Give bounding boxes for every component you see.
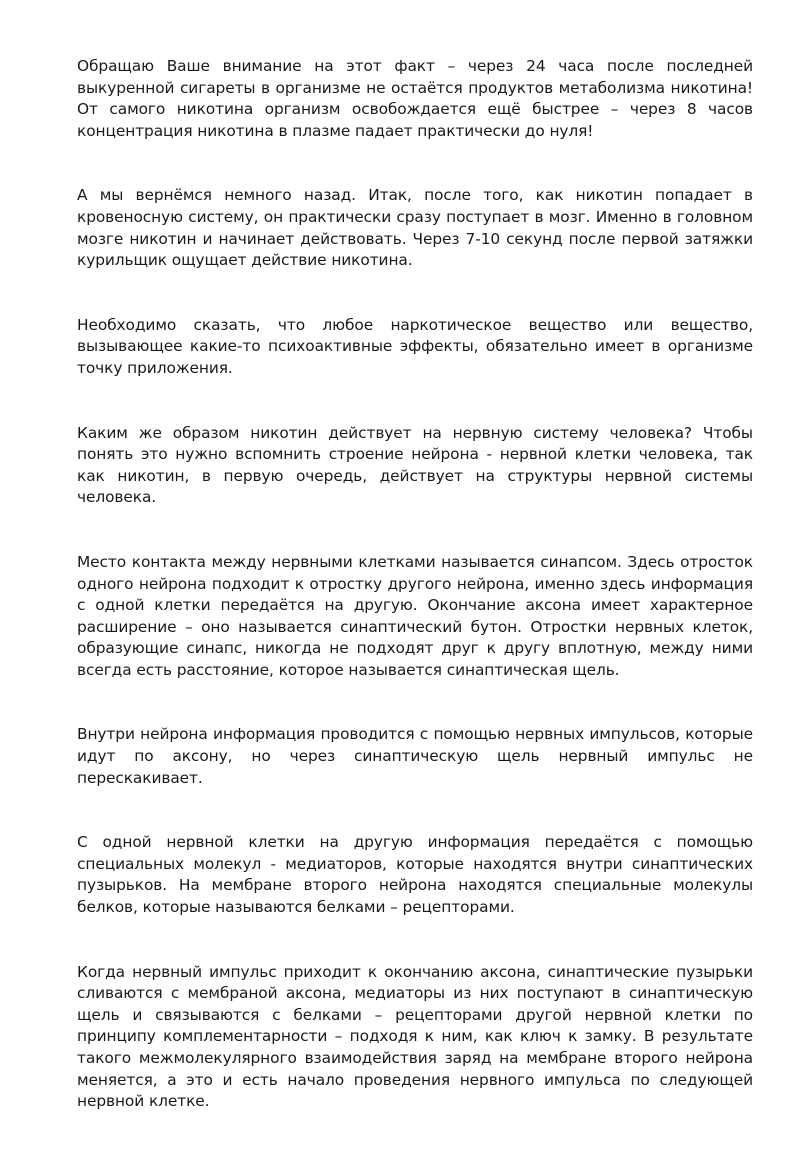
paragraph-5: Место контакта между нервными клетками называется синапсом. Здесь отросток одного нейрона подходит к отростку другого нейрона, именно здесь информация с одной клетки передаётся на другую. Окончание аксона имеет характерное расширение – оно называется синаптический бутон. Отростки нервных клеток, образующие синапс, никогда не подходят друг к другу вплотную, между ними всегда есть расстояние, которое называется синаптическая щель. (77, 552, 753, 679)
paragraph-4: Каким же образом никотин действует на нервную систему человека? Чтобы понять это нужно вспомнить строение нейрона - нервной клетки человека, так как никотин, в первую очередь, действует на структуры нервной системы человека. (77, 423, 753, 507)
paragraph-2: А мы вернёмся немного назад. Итак, после того, как никотин попадает в кровеносную систему, он практически сразу поступает в мозг. Именно в головном мозге никотин и начинает действовать. Через 7-10 секунд после первой затяжки курильщик ощущает действие никотина. (77, 186, 753, 270)
document-page (77, 56, 753, 1156)
paragraph-8: Когда нервный импульс приходит к окончанию аксона, синаптические пузырьки сливаются с мембраной аксона, медиаторы из них поступают в синаптическую щель и связываются с белками – рецепторами другой нервной клетки по принципу комплементарности – подходя к ним, как ключ к замку. В результате такого межмолекулярного взаимодействия заряд на мембране второго нейрона меняется, а это и есть начало проведения нервного импульса по следующей нервной клетке. (77, 962, 753, 1111)
paragraph-1: Обращаю Ваше внимание на этот факт – через 24 часа после последней выкуренной сигареты в организме не остаётся продуктов метаболизма никотина! От самого никотина организм освобождается ещё быстрее – через 8 часов концентрация никотина в плазме падает практически до нуля! (77, 57, 753, 140)
paragraph-6: Внутри нейрона информация проводится с помощью нервных импульсов, которые идут по аксону, но через синаптическую щель нервный импульс не перескакивает. (77, 725, 753, 787)
paragraph-7: С одной нервной клетки на другую информация передаётся с помощью специальных молекул - медиаторов, которые находятся внутри синаптических пузырьков. На мембране второго нейрона находятся специальные молекулы белков, которые называются белками – рецепторами. (77, 833, 753, 917)
paragraph-3: Необходимо сказать, что любое наркотическое вещество или вещество, вызывающее какие-то психоактивные эффекты, обязательно имеет в организме точку приложения. (77, 315, 753, 377)
